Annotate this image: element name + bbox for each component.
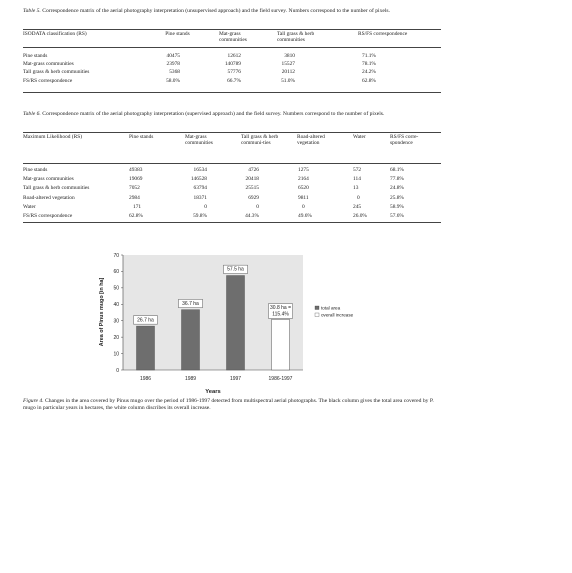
bar-overall-increase (272, 319, 290, 370)
table6-row-label: Water (23, 204, 36, 210)
data-label: 115.4% (272, 311, 289, 318)
table6-bottom-rule (23, 222, 441, 223)
y-tick-label: 0 (116, 367, 119, 374)
legend-label-total: total area (321, 305, 341, 311)
table6-cell: 1275 (298, 167, 309, 173)
x-tick-label: 1986-1997 (268, 376, 293, 382)
table5-cell: 5368 (169, 69, 180, 75)
table6-row-label: Pine stands (23, 167, 48, 173)
table5-top-rule (23, 29, 441, 30)
legend-label-increase: overall increase (321, 312, 354, 318)
x-tick-label: 1986 (139, 376, 152, 382)
figure4-caption (23, 398, 443, 412)
x-tick-label: 1989 (184, 376, 197, 382)
y-tick-label: 60 (113, 269, 119, 276)
table6-cell: 6520 (298, 185, 309, 191)
table5-row-label: Pine stands (23, 53, 48, 59)
table6-caption-text: Correspondence matrix of the aerial photography interpretation (supervised approach) and the field survey. Numbers correspond to the number of pixels. (42, 111, 385, 117)
table6-cell: 0 (357, 195, 360, 201)
table6-cell: 49.6% (298, 213, 312, 219)
y-tick-label: 40 (113, 302, 119, 309)
table6-caption (23, 111, 443, 118)
y-ticks (113, 253, 123, 374)
table6-cell: 114 (353, 176, 361, 182)
table6-header-rule (23, 163, 441, 164)
table6-cell: 44.3% (245, 213, 259, 219)
table5-cell: 62.8% (362, 78, 376, 84)
table5-bottom-rule (23, 92, 441, 93)
table5-cell: 23978 (166, 61, 180, 67)
table5-header-2: Mat-grass communities (219, 31, 247, 44)
table6-cell: 245 (353, 204, 362, 210)
table6-cell: 77.8% (390, 176, 404, 182)
table6-header-6: RS/FS corre-spondence (390, 134, 419, 147)
table6-cell: 13 (353, 185, 359, 191)
table5-header-4: RS/FS correspondence (358, 31, 408, 37)
table5-cell: 12612 (227, 53, 241, 59)
table5-cell: 15527 (281, 61, 295, 67)
table5-cell: 3810 (284, 53, 295, 59)
table6-cell: 6929 (248, 195, 259, 201)
y-tick-label: 50 (113, 285, 119, 292)
table6-row-label: Tall grass & herb communities (23, 185, 90, 191)
table6-cell: 7052 (129, 185, 140, 191)
table6-cell: 146528 (190, 176, 207, 182)
table5-caption-label: Table 5. (23, 8, 41, 14)
table5-cell: 58.0% (166, 78, 180, 84)
table6-cell: 57.6% (390, 213, 404, 219)
table6-cell: 49383 (129, 167, 143, 173)
x-ticks (140, 376, 293, 382)
data-label: 26.7 ha (137, 317, 154, 324)
table6-cell: 16534 (193, 167, 207, 173)
legend-swatch-total (315, 306, 319, 310)
x-tick-label: 1997 (229, 376, 242, 382)
table5-cell: 57776 (227, 69, 241, 75)
table6-row-label: FS/RS correspondence (23, 213, 73, 219)
table6-cell: 20418 (245, 176, 259, 182)
table5-cell: 51.0% (281, 78, 295, 84)
table6-cell: 68.1% (390, 167, 404, 173)
table6-cell: 26.0% (353, 213, 367, 219)
table6-cell: 59.8% (193, 213, 207, 219)
x-axis-label: Years (205, 389, 221, 395)
table5-row-label: FS/RS correspondence (23, 78, 73, 84)
y-tick-label: 30 (113, 318, 119, 325)
legend-swatch-increase (315, 313, 319, 317)
table5-row-label: Tall grass & herb communities (23, 69, 90, 75)
table5-cell: 140789 (224, 61, 241, 67)
table6-cell: 18371 (193, 195, 207, 201)
table6-header-2: Mat-grass communities (185, 134, 213, 147)
table6-cell: 24.8% (390, 185, 404, 191)
y-tick-label: 10 (113, 351, 119, 358)
table6-header-1: Pine stands (129, 134, 154, 140)
table5-header-3: Tall grass & herb communities (277, 31, 315, 44)
table5-caption-text: Correspondence matrix of the aerial photography interpretation (unsupervised approach) and the field survey. Numbers correspond to the number of pixels. (42, 8, 390, 14)
table6-cell: 2984 (129, 195, 140, 201)
table5-cell: 66.7% (227, 78, 241, 84)
table6-cell: 19069 (129, 176, 143, 182)
table6-cell: 0 (204, 204, 207, 210)
data-label: 36.7 ha (182, 300, 199, 307)
table6-cell: 0 (302, 204, 305, 210)
table6-header-4: Road-altered vegetation (297, 134, 325, 147)
table5-header-1: Pine stands (165, 31, 190, 37)
table6-cell: 62.8% (129, 213, 143, 219)
table6-cell: 171 (133, 204, 142, 210)
figure4-caption-text: Changes in the area covered by Pinus mugo over the period of 1986-1997 detected from multispectral aerial photographs. The black column gives the total area covered by P. mugo in particular years in hectares, the white column discribes its overall increase. (23, 398, 434, 412)
table6-row-label: Mat-grass communities (23, 176, 74, 182)
table5-cell: 24.2% (362, 69, 376, 75)
table6-header-5: Water (353, 134, 366, 140)
bar-total-area (182, 310, 200, 370)
table6-cell: 572 (353, 167, 362, 173)
table5-cell: 71.1% (362, 53, 376, 59)
table5-cell: 40475 (166, 53, 180, 59)
bar-total-area (227, 276, 245, 370)
legend (315, 305, 354, 317)
y-axis-label: Area of Pinus mugo [in ha] (99, 277, 105, 347)
data-label: 30.8 ha = (270, 305, 291, 312)
table6-cell: 25515 (245, 185, 259, 191)
table6-row-label: Road-altered vegetation (23, 195, 75, 201)
y-tick-label: 70 (113, 252, 119, 259)
table6-cell: 9811 (298, 195, 309, 201)
table5-row-label: Mat-grass communities (23, 61, 74, 67)
table6-header-0: Maximum Likelihood (RS) (23, 134, 82, 140)
table6-cell: 4726 (248, 167, 259, 173)
table6-caption-label: Table 6. (23, 111, 41, 117)
figure4-caption-label: Figure 4. (23, 398, 44, 404)
table6-cell: 2164 (298, 176, 309, 182)
y-tick-label: 20 (113, 334, 119, 341)
data-label: 57.5 ha (227, 266, 244, 273)
table6-cell: 0 (256, 204, 259, 210)
table6-cell: 63794 (193, 185, 207, 191)
table6-top-rule (23, 132, 441, 133)
table5-header-0: ISODATA classification (RS) (23, 31, 87, 37)
table6-cell: 25.8% (390, 195, 404, 201)
table5-caption (23, 8, 443, 15)
table5-header-rule (23, 47, 441, 48)
table6-header-3: Tall grass & herb communi-ties (241, 134, 279, 147)
table5-cell: 78.1% (362, 61, 376, 67)
table6-cell: 58.9% (390, 204, 404, 210)
table5-cell: 20112 (281, 69, 295, 75)
bar-total-area (137, 326, 155, 370)
figure4-bar-chart (90, 248, 380, 398)
